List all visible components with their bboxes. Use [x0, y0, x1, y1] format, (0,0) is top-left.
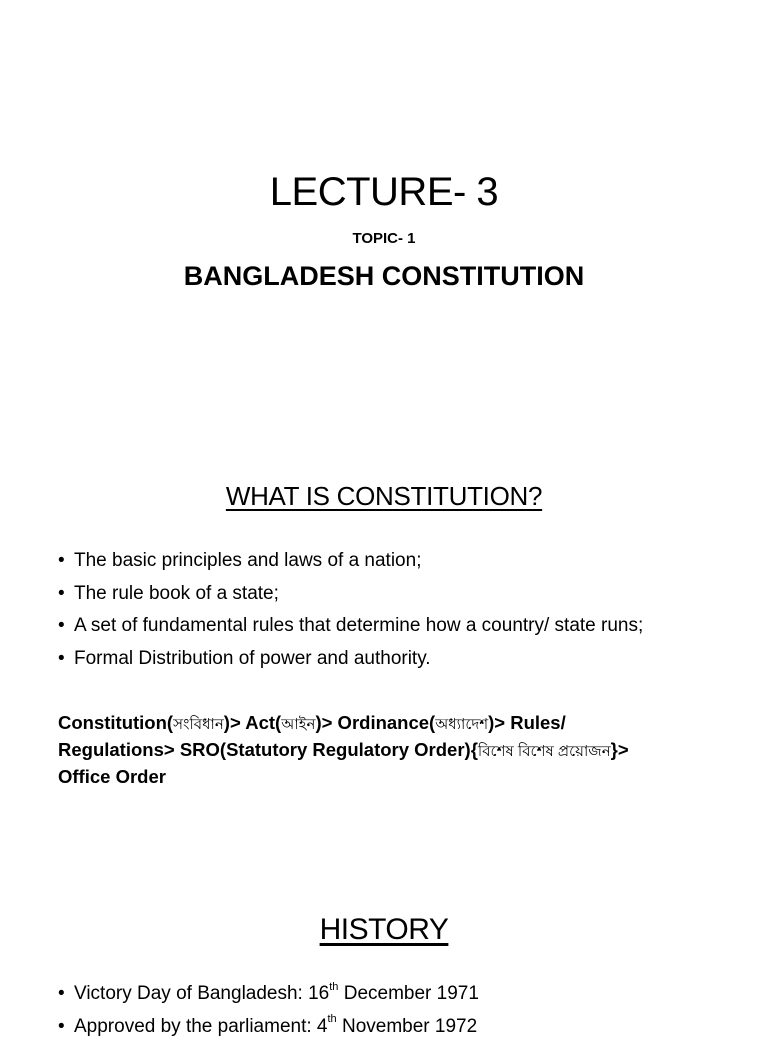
list-item [58, 978, 748, 1011]
list-item-text: Formal Distribution of power and authority. [74, 648, 431, 669]
history-list [58, 978, 748, 1043]
lecture-title: LECTURE- 3 [0, 168, 768, 216]
topic-label: TOPIC- 1 [0, 230, 768, 248]
list-item [58, 545, 748, 578]
hierarchy-part: )> Rules/ [488, 712, 566, 733]
document-title: BANGLADESH CONSTITUTION [0, 259, 768, 293]
bullet-icon: • [58, 545, 74, 578]
history-item-text: Approved by the parliament: 4 [74, 1016, 328, 1037]
section-heading-what-is-constitution: WHAT IS CONSTITUTION? [0, 479, 768, 513]
section-heading-history: HISTORY [0, 911, 768, 949]
hierarchy-bengali-term: আইন [281, 716, 315, 733]
bullet-icon: • [58, 643, 74, 676]
ordinal-suffix: th [328, 1013, 337, 1025]
hierarchy-part: }> [611, 739, 629, 760]
list-item [58, 578, 748, 611]
hierarchy-part: Constitution( [58, 712, 173, 733]
history-item-text: December 1971 [338, 983, 478, 1004]
list-item [58, 643, 748, 676]
hierarchy-part: Regulations> SRO(Statutory Regulatory Order){ [58, 739, 478, 760]
list-item-text: The basic principles and laws of a nation; [74, 550, 421, 571]
list-item-text: The rule book of a state; [74, 583, 279, 604]
history-item-text: Victory Day of Bangladesh: 16 [74, 983, 329, 1004]
bullet-icon: • [58, 578, 74, 611]
hierarchy-part: )> Ordinance( [315, 712, 435, 733]
hierarchy-bengali-term: বিশেষ বিশেষ প্রয়োজন [478, 743, 611, 760]
hierarchy-bengali-term: অধ্যাদেশ [435, 716, 488, 733]
hierarchy-bengali-term: সংবিধান [173, 716, 224, 733]
list-item [58, 1011, 748, 1043]
bullet-icon: • [58, 610, 74, 643]
hierarchy-part: Office Order [58, 766, 166, 787]
history-item-text: November 1972 [337, 1016, 477, 1037]
bullet-icon: • [58, 1011, 74, 1043]
legal-hierarchy-text [58, 710, 738, 789]
hierarchy-part: )> Act( [224, 712, 281, 733]
bullet-icon: • [58, 978, 74, 1011]
list-item [58, 610, 748, 643]
list-item-text: A set of fundamental rules that determine how a country/ state runs; [74, 615, 643, 636]
ordinal-suffix: th [329, 981, 338, 993]
definition-list [58, 545, 748, 675]
